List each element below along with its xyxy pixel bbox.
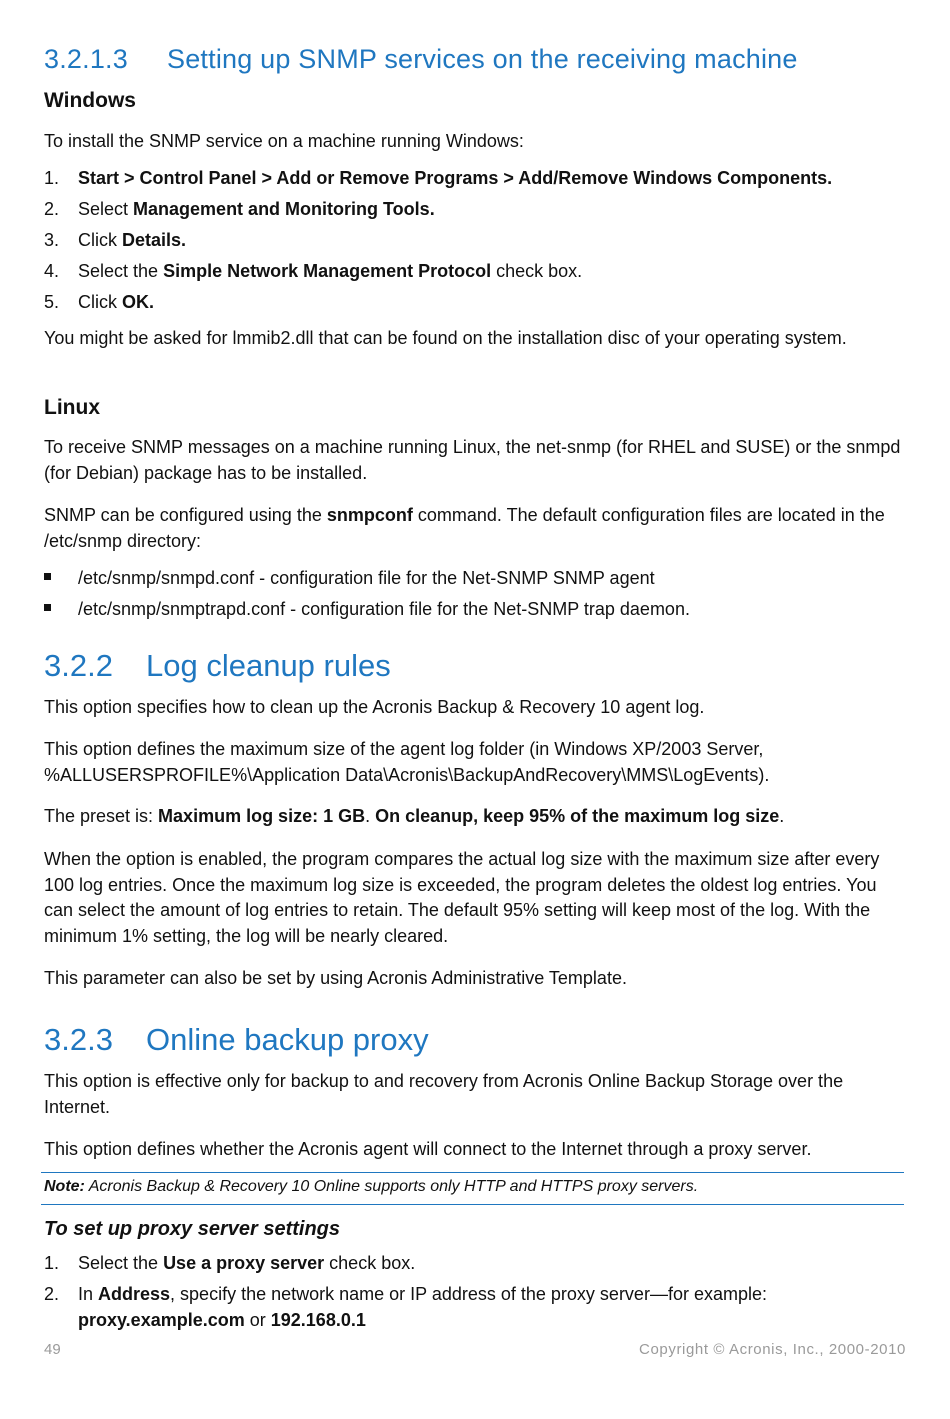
step-bold-text: OK.	[122, 292, 155, 312]
log-para-2: This option defines the maximum size of the agent log folder (in Windows XP/2003 Server, %ALLUSERSPROFILE%\Application Data\Acronis\BackupAndRecovery\MMS\LogEvents).	[44, 739, 770, 785]
note-bottom-rule	[41, 1204, 904, 1205]
section-title: Setting up SNMP services on the receiving machine	[167, 44, 798, 74]
section-heading-3-2-1-3	[44, 44, 798, 75]
section-number: 3.2.3	[44, 1022, 113, 1057]
step-text: Select the	[78, 1253, 164, 1273]
para-text: The preset is:	[44, 806, 159, 826]
bullet-icon	[44, 573, 51, 580]
section-title: Log cleanup rules	[146, 648, 391, 683]
step-number: 2.	[44, 199, 60, 219]
windows-intro: To install the SNMP service on a machine running Windows:	[44, 131, 524, 151]
section-heading-3-2-3	[44, 1022, 429, 1058]
step-number: 1.	[44, 1253, 60, 1273]
step-text: , specify the network name or IP address of the proxy server—for example:	[170, 1284, 767, 1304]
bullet-text: /etc/snmp/snmptrapd.conf - configuration file for the Net-SNMP trap daemon.	[78, 599, 690, 619]
step-text: check box.	[491, 261, 583, 281]
bullet-icon	[44, 604, 51, 611]
step-text: Click	[78, 292, 122, 312]
proxy-para-1: This option is effective only for backup to and recovery from Acronis Online Backup Storage over the Internet.	[44, 1071, 844, 1117]
step-bold-text: Management and Monitoring Tools.	[133, 199, 435, 219]
example-hostname: proxy.example.com	[78, 1309, 245, 1330]
log-para-4: When the option is enabled, the program compares the actual log size with the maximum size after every 100 log entries. Once the maximum log size is exceeded, the program deletes the oldest log entries. You can select the amount of log entries to retain. The default 95% setting will keep most of the log. With the minimum 1% setting, the log will be nearly cleared.	[44, 849, 880, 946]
note-box	[44, 1178, 698, 1196]
step-number: 1.	[44, 168, 60, 188]
log-preset	[44, 804, 906, 830]
step-bold-text: Use a proxy server	[163, 1253, 325, 1273]
step-text: In	[78, 1284, 99, 1304]
linux-para-1: To receive SNMP messages on a machine running Linux, the net-snmp (for RHEL and SUSE) or the snmpd (for Debian) package has to be installed.	[44, 437, 901, 483]
command-name: snmpconf	[326, 505, 413, 525]
bullet-text: /etc/snmp/snmpd.conf - configuration file for the Net-SNMP SNMP agent	[78, 568, 655, 588]
example-ip: 192.168.0.1	[270, 1309, 366, 1330]
copyright-footer: Copyright © Acronis, Inc., 2000-2010	[639, 1341, 906, 1358]
step-bold-text: Details.	[122, 230, 187, 250]
log-para-5: This parameter can also be set by using Acronis Administrative Template.	[44, 968, 627, 988]
step-text: Select the	[78, 261, 164, 281]
procedure-title: To set up proxy server settings	[44, 1218, 341, 1240]
step-bold-text: Start > Control Panel > Add or Remove Programs > Add/Remove Windows Components.	[78, 168, 833, 188]
note-text: Acronis Backup & Recovery 10 Online supports only HTTP and HTTPS proxy servers.	[84, 1178, 699, 1195]
step-number: 2.	[44, 1284, 60, 1304]
section-number: 3.2.1.3	[44, 44, 128, 74]
windows-heading: Windows	[44, 89, 136, 112]
step-text: or	[244, 1309, 271, 1330]
para-text: .	[365, 806, 376, 826]
note-label: Note:	[44, 1178, 85, 1195]
step-number: 5.	[44, 292, 60, 312]
log-para-1: This option specifies how to clean up the Acronis Backup & Recovery 10 agent log.	[44, 697, 705, 717]
section-heading-3-2-2	[44, 648, 391, 684]
preset-value: Maximum log size: 1 GB	[158, 806, 366, 826]
preset-value: On cleanup, keep 95% of the maximum log size	[375, 806, 780, 826]
page-number: 49	[44, 1341, 61, 1358]
step-number: 3.	[44, 230, 60, 250]
section-title: Online backup proxy	[146, 1022, 429, 1057]
step-text: Click	[78, 230, 122, 250]
step-bold-text: Simple Network Management Protocol	[163, 261, 492, 281]
para-text: .	[779, 806, 785, 826]
linux-heading: Linux	[44, 396, 100, 419]
step-text: check box.	[324, 1253, 416, 1273]
para-text: SNMP can be configured using the	[44, 505, 327, 525]
windows-note: You might be asked for lmmib2.dll that can be found on the installation disc of your operating system.	[44, 328, 847, 348]
section-number: 3.2.2	[44, 648, 113, 683]
para-text: command. The default configuration files are located in the /etc/snmp directory:	[44, 505, 885, 551]
note-top-rule	[41, 1172, 904, 1173]
proxy-para-2: This option defines whether the Acronis agent will connect to the Internet through a proxy server.	[44, 1139, 812, 1159]
linux-para-2	[44, 503, 906, 554]
step-bold-text: Address	[98, 1284, 171, 1304]
step-number: 4.	[44, 261, 60, 281]
step-text: Select	[78, 199, 134, 219]
